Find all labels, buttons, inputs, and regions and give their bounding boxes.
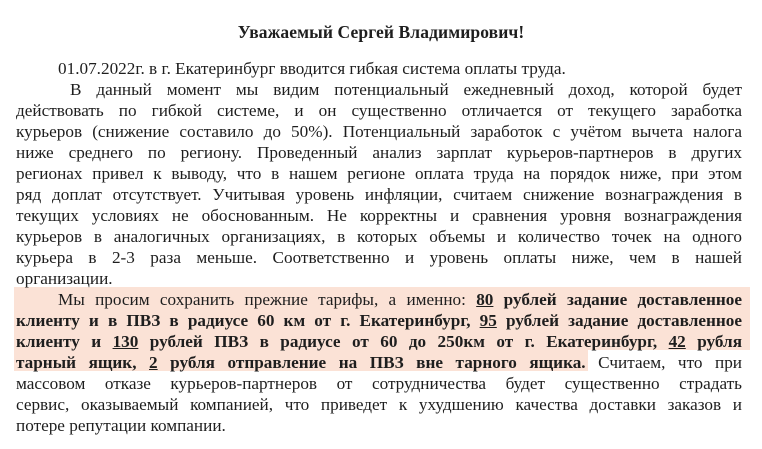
tariff-text: рубля отправление на ПВЗ вне тарного ящика.: [157, 353, 586, 372]
p1-line-8: текущих условиях не обоснованным. Не корректны и сравнения уровня вознаграждения: [16, 206, 742, 225]
p1-line-11: организации.: [16, 269, 113, 288]
tariff-text: рубля: [685, 332, 742, 351]
p2-line-2: [16, 310, 742, 331]
p1-line-9: курьеров в аналогичных организациях, в которых объемы и количество точек на одного: [16, 227, 742, 246]
p2-line-4: [16, 352, 742, 373]
tariff-value: 42: [668, 332, 686, 351]
p1-line-10: курьера в 2-3 раза меньше. Соответственно и уровень оплаты ниже, чем в нашей: [16, 248, 742, 267]
tariff-value: 80: [476, 290, 494, 309]
p1-line-5: ниже среднего по региону. Проведенный анализ зарплат курьеров-партнеров в других: [16, 143, 742, 162]
tariff-text: рублей ПВЗ в радиусе от 60 до 250км от г. Екатеринбург,: [138, 332, 669, 351]
p2-line-5: массовом отказе курьеров-партнеров от сотрудничества будет существенно страдать: [16, 374, 742, 393]
p2-line-3: [16, 331, 742, 352]
tariff-text: клиенту и в ПВЗ в радиусе 60 км от г. Екатеринбург,: [16, 311, 480, 330]
p2-text: Мы просим сохранить прежние тарифы, а именно:: [58, 290, 477, 309]
p1-line-7: ряд доплат отсутствует. Учитывая уровень инфляции, считаем снижение вознаграждения в: [16, 185, 742, 204]
p2-line-7: потере репутации компании.: [16, 416, 226, 435]
p1-line-1: 01.07.2022г. в г. Екатеринбург вводится гибкая система оплаты труда.: [58, 59, 566, 78]
p1-line-4: курьеров (снижение составило до 50%). Потенциальный заработок с учётом вычета налога: [16, 122, 742, 141]
tariff-text: рублей задание доставленное: [496, 311, 742, 330]
tariff-text: рублей задание доставленное: [493, 290, 742, 309]
tariff-value: 130: [112, 332, 139, 351]
p1-line-6: регионах привел к выводу, что в нашем регионе оплата труда на порядок ниже, при этом: [16, 164, 742, 183]
p2-line-6: сервис, оказываемый компанией, что приведет к ухудшению качества доставки заказов и: [16, 395, 742, 414]
tariff-text: клиенту и: [16, 332, 113, 351]
tariff-text: тарный ящик,: [16, 353, 150, 372]
p2-line-1: [58, 289, 742, 310]
p2-text: Считаем, что при: [585, 353, 742, 372]
salutation: Уважаемый Сергей Владимирович!: [237, 22, 525, 42]
p1-line-3: действовать по гибкой системе, и он существенно отличается от текущего заработка: [16, 101, 742, 120]
tariff-value: 2: [149, 353, 158, 372]
tariff-value: 95: [479, 311, 497, 330]
p1-line-2: В данный момент мы видим потенциальный ежедневный доход, которой будет: [70, 80, 742, 99]
